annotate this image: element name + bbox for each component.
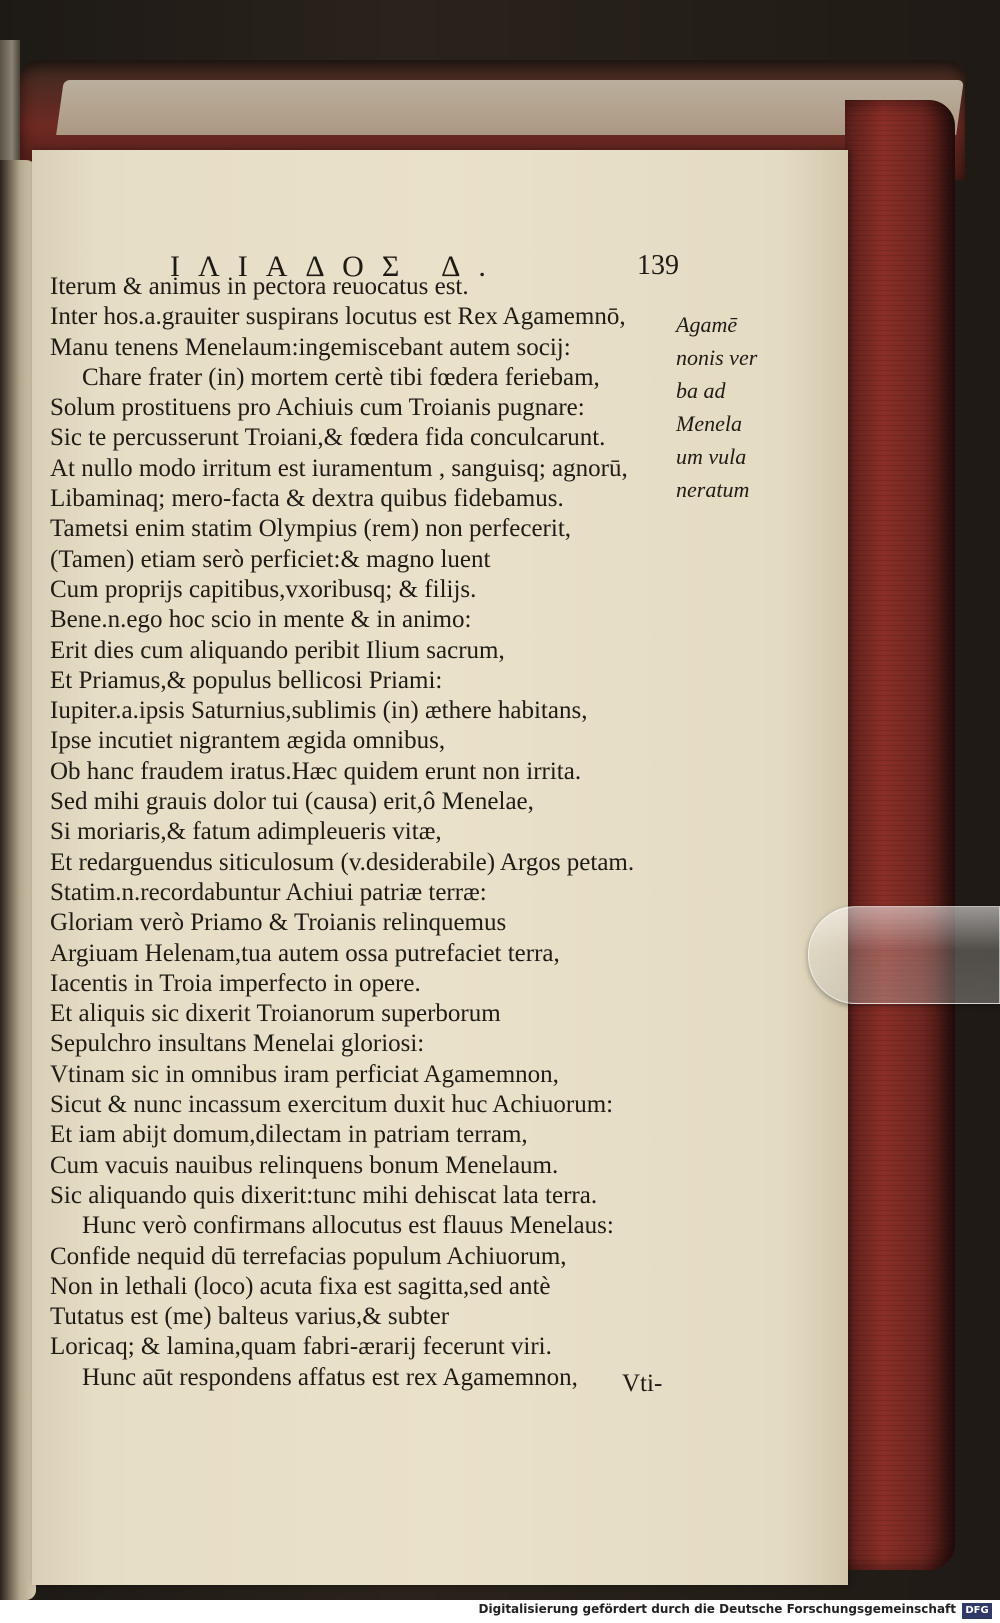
text-line: Erit dies cum aliquando peribit Ilium sacrum, [50, 636, 505, 664]
text-line: Ob hanc fraudem iratus.Hæc quidem erunt non irrita. [50, 757, 582, 785]
marginal-note-line: um vula [676, 444, 747, 469]
text-line: Confide nequid dū terrefacias populum Achiuorum, [50, 1242, 567, 1270]
facing-page-edge [0, 160, 36, 1600]
page-weight-glass [808, 906, 1000, 1004]
text-line: Non in lethali (loco) acuta fixa est sagitta,sed antè [50, 1272, 551, 1300]
text-line: Loricaq; & lamina,quam fabri-ærarij fecerunt viri. [50, 1333, 552, 1361]
text-line: Tutatus est (me) balteus varius,& subter [50, 1303, 450, 1331]
page-number: 139 [637, 250, 679, 281]
text-line: Hunc verò confirmans allocutus est flauus Menelaus: [82, 1212, 614, 1240]
running-head: ΙΛΙΑΔΟΣ Δ. [170, 250, 504, 283]
marginal-note-line: Agamē [676, 312, 738, 337]
text-line: Bene.n.ego hoc scio in mente & in animo: [50, 606, 472, 634]
marginal-note-line: ba ad [676, 378, 726, 403]
text-line: Hunc aūt respondens affatus est rex Agamemnon, [82, 1363, 578, 1391]
text-line: Manu tenens Menelaum:ingemiscebant autem socij: [50, 333, 571, 361]
catchword: Vti- [622, 1370, 663, 1397]
text-line: Cum proprijs capitibus,vxoribusq; & filijs. [50, 575, 477, 603]
text-line: Chare frater (in) mortem certè tibi fœdera feriebam, [82, 363, 600, 391]
book-fore-edge [845, 100, 955, 1570]
text-line: (Tamen) etiam serò perficiet:& magno luent [50, 545, 491, 573]
text-line: Vtinam sic in omnibus iram perficiat Agamemnon, [50, 1060, 559, 1088]
text-block [50, 272, 690, 1393]
text-line: At nullo modo irritum est iuramentum , sanguisq; agnorū, [50, 454, 628, 482]
text-line: Sicut & nunc incassum exercitum duxit huc Achiuorum: [50, 1091, 614, 1119]
text-line: Inter hos.a.grauiter suspirans locutus est Rex Agamemnō, [50, 303, 626, 331]
marginal-note-line: nonis ver [676, 345, 758, 370]
text-line: Statim.n.recordabuntur Achiui patriæ terræ: [50, 878, 487, 906]
text-line: Et redarguendus siticulosum (v.desiderabile) Argos petam. [50, 848, 635, 876]
text-line: Libaminaq; mero-facta & dextra quibus fidebamus. [50, 485, 564, 513]
text-line: Sepulchro insultans Menelai gloriosi: [50, 1030, 425, 1058]
dfg-logo-icon: DFG [962, 1603, 992, 1619]
book-top-pages [56, 80, 964, 135]
funding-notice: Digitalisierung gefördert durch die Deutsche Forschungsgemeinschaft [478, 1602, 956, 1616]
text-line: Et iam abijt domum,dilectam in patriam terram, [50, 1121, 528, 1149]
marginal-note [676, 308, 786, 506]
text-line: Iacentis in Troia imperfecto in opere. [50, 969, 421, 997]
text-line: Tametsi enim statim Olympius (rem) non perfecerit, [50, 515, 572, 543]
text-line: Iterum & animus in pectora reuocatus est. [50, 273, 469, 300]
footer-band [0, 1600, 1000, 1623]
text-line: Ipse incutiet nigrantem ægida omnibus, [50, 727, 446, 755]
text-line: Argiuam Helenam,tua autem ossa putrefaciet terra, [50, 939, 560, 967]
text-line: Cum vacuis nauibus relinquens bonum Menelaum. [50, 1151, 559, 1179]
text-line: Sed mihi grauis dolor tui (causa) erit,ô Menelae, [50, 788, 534, 816]
text-line: Et Priamus,& populus bellicosi Priami: [50, 666, 443, 694]
text-line: Sic aliquando quis dixerit:tunc mihi dehiscat lata terra. [50, 1181, 598, 1209]
text-line: Solum prostituens pro Achiuis cum Troianis pugnare: [50, 394, 585, 422]
text-line: Iupiter.a.ipsis Saturnius,sublimis (in) æthere habitans, [50, 697, 588, 725]
text-line: Sic te percusserunt Troiani,& fœdera fida conculcarunt. [50, 424, 606, 452]
text-line: Et aliquis sic dixerit Troianorum superborum [50, 1000, 501, 1028]
marginal-note-line: Menela [676, 411, 742, 436]
marginal-note-line: neratum [676, 477, 750, 502]
text-line: Si moriaris,& fatum adimpleueris vitæ, [50, 818, 442, 846]
text-line: Gloriam verò Priamo & Troianis relinquemus [50, 909, 507, 937]
